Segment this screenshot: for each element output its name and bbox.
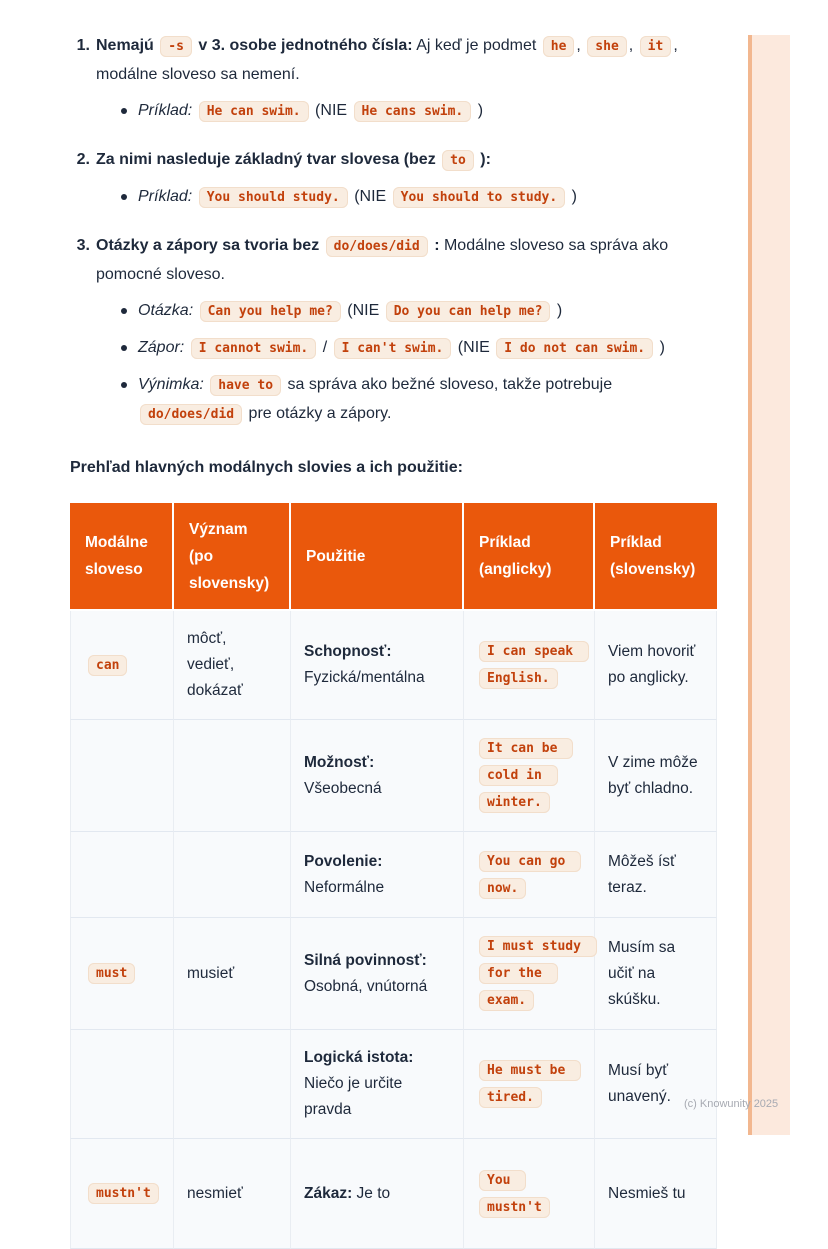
inline-code-chip: I can't swim. [334, 338, 452, 359]
text-segment: Nemajú [96, 37, 159, 54]
table-row [70, 1030, 717, 1139]
inline-code-chip: You should study. [199, 187, 348, 208]
inline-code-chip: must [88, 963, 135, 984]
inline-code-chip: to [442, 150, 474, 171]
table-cell [70, 832, 174, 918]
usage-text: Je to [352, 1184, 391, 1202]
table-cell [291, 1139, 464, 1249]
text-segment: Aj keď je podmet [412, 37, 541, 54]
usage-label: Logická istota: [304, 1049, 414, 1066]
text-segment: Príklad: [138, 102, 197, 119]
text-segment: , [628, 37, 638, 54]
table-cell: Musí byť unavený. [595, 1030, 717, 1139]
list-item [70, 232, 718, 429]
inline-code-chip: Can you help me? [200, 301, 341, 322]
table-cell [464, 1139, 595, 1249]
inline-code-chip: I must study for the exam. [479, 936, 597, 1011]
inline-code-chip: -s [160, 36, 192, 57]
text-segment: Zápor: [138, 339, 189, 356]
inline-code-chip: Do you can help me? [386, 301, 551, 322]
table-cell: môcť, vedieť, dokázať [174, 611, 291, 720]
table-cell [70, 1139, 174, 1249]
table-cell: Viem hovoriť po anglicky. [595, 611, 717, 720]
inline-code-chip: You should to study. [393, 187, 566, 208]
bullet-item [118, 334, 718, 363]
usage-text: Fyzická/mentálna [304, 669, 425, 686]
bullet-list [96, 183, 718, 212]
numbered-list [70, 32, 718, 429]
inline-code-chip: he [543, 36, 575, 57]
usage-text: Všeobecná [304, 779, 382, 797]
table-header-row [70, 503, 717, 611]
table-cell [70, 918, 174, 1030]
text-segment: Modálne sloveso sa správa ako pomocné sloveso. [96, 237, 669, 283]
table-cell: V zime môže byť chladno. [595, 720, 717, 832]
inline-code-chip: I do not can swim. [496, 338, 653, 359]
table-row [70, 720, 717, 832]
text-segment: (NIE [349, 188, 391, 205]
table-row [70, 832, 717, 918]
text-segment: ) [552, 302, 563, 319]
text-segment: (NIE [342, 302, 384, 319]
text-segment: Príklad: [138, 188, 197, 205]
table-header-cell: Príklad (anglicky) [464, 503, 595, 611]
usage-label: Schopnosť: [304, 643, 392, 660]
usage-label: Silná povinnosť: [304, 951, 427, 969]
table-cell [174, 720, 291, 832]
table-cell [174, 832, 291, 918]
inline-code-chip: It can be cold in winter. [479, 738, 573, 813]
table-cell [70, 720, 174, 832]
text-segment: pre otázky a zápory. [244, 405, 392, 422]
bullet-item [118, 97, 718, 126]
inline-code-chip: have to [210, 375, 281, 396]
text-segment: v 3. osobe jednotného čísla: [193, 37, 413, 54]
inline-code-chip: He cans swim. [354, 101, 472, 122]
table-cell: nesmieť [174, 1139, 291, 1249]
list-item-text [96, 151, 491, 168]
text-segment: ) [567, 188, 577, 205]
list-item [70, 32, 718, 126]
usage-label: Povolenie: [304, 852, 383, 870]
table-row [70, 918, 717, 1030]
text-segment: , [576, 37, 586, 54]
table-cell [291, 1030, 464, 1139]
list-item [70, 146, 718, 212]
table-cell [464, 720, 595, 832]
text-segment: Otázka: [138, 302, 198, 319]
table-header-cell: Príklad (slovensky) [595, 503, 717, 611]
document-content [70, 32, 718, 1249]
table-cell [464, 832, 595, 918]
bullet-item [118, 371, 718, 429]
text-segment: sa správa ako bežné sloveso, takže potrebuje [283, 376, 613, 393]
table-cell [291, 611, 464, 720]
text-segment: Otázky a zápory sa tvoria bez [96, 237, 324, 254]
usage-text: Osobná, vnútorná [304, 977, 428, 995]
table-cell [174, 1030, 291, 1139]
inline-code-chip: He can swim. [199, 101, 309, 122]
inline-code-chip: do/does/did [326, 236, 428, 257]
usage-text: Niečo je určite pravda [304, 1075, 403, 1118]
table-cell: musieť [174, 918, 291, 1030]
text-segment: ): [475, 151, 491, 168]
table-cell [464, 918, 595, 1030]
table-cell [291, 720, 464, 832]
table-cell [291, 918, 464, 1030]
list-item-number: 2. [76, 151, 90, 168]
list-item-text [96, 37, 678, 83]
inline-code-chip: I cannot swim. [191, 338, 317, 359]
list-item-number: 1. [76, 37, 90, 54]
inline-code-chip: You can go now. [479, 851, 581, 899]
inline-code-chip: it [640, 36, 672, 57]
inline-code-chip: do/does/did [140, 404, 242, 425]
bullet-list [96, 97, 718, 126]
table-row [70, 1139, 717, 1249]
table-cell [464, 1030, 595, 1139]
table-cell: Môžeš ísť teraz. [595, 832, 717, 918]
table-cell: Musím sa učiť na skúšku. [595, 918, 717, 1030]
table-row [70, 611, 717, 720]
table-cell [70, 611, 174, 720]
text-segment: : [429, 237, 440, 254]
table-header-cell: Modálne sloveso [70, 503, 174, 611]
table-body [70, 611, 717, 1249]
text-segment: / [318, 339, 332, 356]
bullet-item [118, 297, 718, 326]
text-segment: Výnimka: [138, 376, 209, 393]
text-segment: ) [655, 339, 665, 356]
text-segment: (NIE [453, 339, 495, 356]
table-cell [70, 1030, 174, 1139]
inline-code-chip: I can speak English. [479, 641, 589, 689]
text-segment: , modálne sloveso sa nemení. [96, 37, 678, 83]
text-segment: ) [473, 102, 484, 119]
usage-text: Neformálne [304, 878, 385, 896]
table-header-cell: Použitie [291, 503, 464, 611]
usage-label: Zákaz: [304, 1184, 353, 1202]
table-header-cell: Význam (po slovensky) [174, 503, 291, 611]
list-item-text [96, 237, 668, 283]
text-segment: Za nimi nasleduje základný tvar slovesa (bez [96, 151, 441, 168]
section-heading: Prehľad hlavných modálnych slovies a ich použitie: [70, 459, 463, 476]
bullet-item [118, 183, 718, 212]
inline-code-chip: You mustn't [479, 1170, 550, 1218]
page-edge-strip [748, 35, 790, 1135]
inline-code-chip: He must be tired. [479, 1060, 581, 1108]
inline-code-chip: mustn't [88, 1183, 159, 1204]
bullet-list [96, 297, 718, 429]
modal-verbs-table [70, 503, 717, 1249]
table-cell [464, 611, 595, 720]
usage-label: Možnosť: [304, 753, 375, 771]
text-segment: (NIE [310, 102, 352, 119]
watermark: (c) Knowunity 2025 [684, 1098, 779, 1110]
table-cell [291, 832, 464, 918]
table-cell: Nesmieš tu [595, 1139, 717, 1249]
inline-code-chip: can [88, 655, 127, 676]
list-item-number: 3. [76, 237, 90, 254]
inline-code-chip: she [587, 36, 626, 57]
